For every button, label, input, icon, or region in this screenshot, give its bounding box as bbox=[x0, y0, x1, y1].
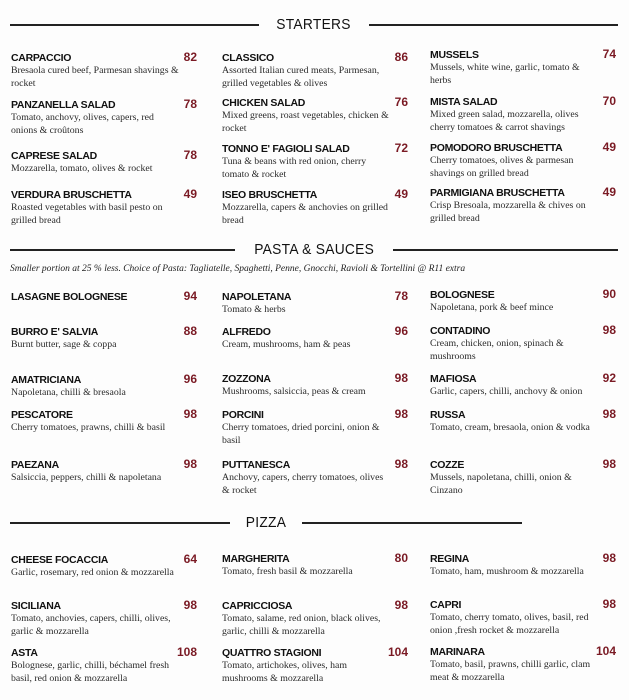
item-description: Cream, chicken, onion, spinach & mushrooms bbox=[430, 338, 564, 362]
menu-item bbox=[222, 551, 408, 579]
item-name: REGINA bbox=[430, 553, 470, 565]
item-description: Tomato, anchovy, olives, capers, red onions & croûtons bbox=[11, 112, 154, 136]
item-name: CAPRESE SALAD bbox=[11, 150, 97, 162]
item-price: 96 bbox=[394, 324, 408, 338]
item-name: RUSSA bbox=[430, 409, 466, 421]
item-description: Tomato & herbs bbox=[222, 304, 286, 315]
item-price: 49 bbox=[183, 187, 197, 201]
item-name: SICILIANA bbox=[11, 600, 61, 612]
divider-rule bbox=[10, 522, 230, 524]
divider-rule bbox=[393, 249, 618, 251]
item-price: 82 bbox=[183, 50, 197, 64]
pasta-note: Smaller portion at 25 % less. Choice of Pasta: Tagliatelle, Spaghetti, Penne, Gnocchi, Ravioli & Tortellini @ R11 extra bbox=[10, 264, 466, 274]
menu-item bbox=[430, 551, 616, 579]
section-title: PASTA & SAUCES bbox=[254, 241, 374, 258]
item-price: 49 bbox=[394, 187, 408, 201]
menu-item bbox=[11, 598, 197, 638]
item-price: 72 bbox=[394, 141, 408, 155]
item-name: CLASSICO bbox=[222, 52, 274, 64]
item-name: PUTTANESCA bbox=[222, 459, 290, 471]
item-name: ZOZZONA bbox=[222, 373, 271, 385]
menu-item bbox=[222, 289, 408, 317]
item-description: Tomato, basil, prawns, chilli garlic, clam meat & mozzarella bbox=[430, 659, 591, 683]
item-description: Tomato, ham, mushroom & mozzarella bbox=[430, 566, 584, 577]
item-price: 94 bbox=[183, 289, 197, 303]
item-description: Assorted Italian cured meats, Parmesan, grilled vegetables & olives bbox=[222, 65, 380, 89]
section-header-pasta bbox=[10, 241, 618, 258]
item-description: Garlic, rosemary, red onion & mozzarella bbox=[11, 567, 174, 578]
item-name: LASAGNE BOLOGNESE bbox=[11, 291, 128, 303]
item-name: CAPRI bbox=[430, 599, 462, 611]
menu-item bbox=[11, 552, 197, 580]
item-description: Burnt butter, sage & coppa bbox=[11, 339, 117, 350]
item-description: Mussels, white wine, garlic, tomato & herbs bbox=[430, 62, 580, 86]
item-description: Roasted vegetables with basil pesto on grilled bread bbox=[11, 202, 163, 226]
menu-item bbox=[222, 457, 408, 497]
menu-item bbox=[222, 598, 408, 638]
item-price: 98 bbox=[394, 407, 408, 421]
item-price: 98 bbox=[602, 597, 616, 611]
item-name: PAEZANA bbox=[11, 459, 59, 471]
menu-item bbox=[430, 597, 616, 637]
section-header-pizza bbox=[10, 514, 511, 531]
menu-item bbox=[11, 372, 197, 400]
item-description: Mixed greens, roast vegetables, chicken & rocket bbox=[222, 110, 389, 134]
item-name: MAFIOSA bbox=[430, 373, 477, 385]
item-description: Tomato, cherry tomato, olives, basil, red onion ,fresh rocket & mozzarella bbox=[430, 612, 589, 636]
item-price: 104 bbox=[387, 645, 408, 659]
item-price: 80 bbox=[394, 551, 408, 565]
item-price: 98 bbox=[394, 457, 408, 471]
divider-rule bbox=[10, 249, 235, 251]
item-name: BOLOGNESE bbox=[430, 289, 495, 301]
item-price: 108 bbox=[176, 645, 197, 659]
section-title: STARTERS bbox=[276, 16, 352, 33]
divider-rule bbox=[302, 522, 522, 524]
item-name: ASTA bbox=[11, 647, 38, 659]
item-price: 90 bbox=[602, 287, 616, 301]
menu-item bbox=[222, 95, 408, 135]
menu-item bbox=[430, 407, 616, 435]
item-price: 78 bbox=[183, 97, 197, 111]
menu-item bbox=[430, 140, 616, 180]
item-name: AMATRICIANA bbox=[11, 374, 81, 386]
item-description: Cherry tomatoes, dried porcini, onion & basil bbox=[222, 422, 380, 446]
item-price: 86 bbox=[394, 50, 408, 64]
item-description: Mushrooms, salsiccia, peas & cream bbox=[222, 386, 366, 397]
item-description: Bolognese, garlic, chilli, béchamel fresh basil, red onion & mozzarella bbox=[11, 660, 170, 684]
item-name: BURRO E' SALVIA bbox=[11, 326, 99, 338]
menu-item bbox=[11, 148, 197, 176]
divider-rule bbox=[369, 24, 618, 26]
item-price: 78 bbox=[394, 289, 408, 303]
menu-item bbox=[430, 323, 616, 363]
item-name: ALFREDO bbox=[222, 326, 271, 338]
menu-item bbox=[11, 407, 197, 435]
item-name: PESCATORE bbox=[11, 409, 73, 421]
item-price: 98 bbox=[183, 598, 197, 612]
item-name: CAPRICCIOSA bbox=[222, 600, 293, 612]
item-name: MISTA SALAD bbox=[430, 96, 498, 108]
item-name: QUATTRO STAGIONI bbox=[222, 647, 322, 659]
menu-item bbox=[222, 407, 408, 447]
item-name: PANZANELLA SALAD bbox=[11, 99, 116, 111]
menu-item bbox=[430, 644, 616, 684]
item-name: PARMIGIANA BRUSCHETTA bbox=[430, 187, 565, 199]
item-name: COZZE bbox=[430, 459, 465, 471]
item-price: 98 bbox=[602, 457, 616, 471]
item-price: 98 bbox=[394, 371, 408, 385]
item-name: CONTADINO bbox=[430, 325, 491, 337]
item-description: Anchovy, capers, cherry tomatoes, olives & rocket bbox=[222, 472, 384, 496]
menu-item bbox=[222, 187, 408, 227]
item-description: Cherry tomatoes, olives & parmesan shavings on grilled bread bbox=[430, 155, 574, 179]
item-description: Tomato, cream, bresaola, onion & vodka bbox=[430, 422, 590, 433]
item-price: 98 bbox=[602, 407, 616, 421]
item-description: Garlic, capers, chilli, anchovy & onion bbox=[430, 386, 583, 397]
item-description: Tomato, anchovies, capers, chilli, olives, garlic & mozzarella bbox=[11, 613, 171, 637]
item-description: Tuna & beans with red onion, cherry tomato & rocket bbox=[222, 156, 367, 180]
item-description: Napoletana, chilli & bresaola bbox=[11, 387, 126, 398]
item-price: 96 bbox=[183, 372, 197, 386]
menu-item bbox=[430, 371, 616, 399]
menu-item bbox=[222, 50, 408, 90]
item-price: 88 bbox=[183, 324, 197, 338]
menu-item bbox=[11, 289, 197, 304]
item-name: PORCINI bbox=[222, 409, 264, 421]
item-price: 92 bbox=[602, 371, 616, 385]
menu-item bbox=[11, 50, 197, 90]
item-name: MUSSELS bbox=[430, 49, 479, 61]
item-name: CARPACCIO bbox=[11, 52, 72, 64]
item-price: 49 bbox=[602, 140, 616, 154]
item-price: 70 bbox=[602, 94, 616, 108]
item-price: 98 bbox=[183, 457, 197, 471]
item-description: Salsiccia, peppers, chilli & napoletana bbox=[11, 472, 162, 483]
menu-item bbox=[222, 371, 408, 399]
item-name: MARINARA bbox=[430, 646, 485, 658]
menu-item bbox=[430, 185, 616, 225]
item-name: ISEO BRUSCHETTA bbox=[222, 189, 318, 201]
item-description: Mozzarella, tomato, olives & rocket bbox=[11, 163, 153, 174]
item-price: 98 bbox=[394, 598, 408, 612]
menu-item bbox=[11, 97, 197, 137]
item-price: 98 bbox=[183, 407, 197, 421]
item-price: 76 bbox=[394, 95, 408, 109]
section-header-starters bbox=[10, 16, 618, 33]
menu-item bbox=[11, 457, 197, 485]
item-name: POMODORO BRUSCHETTA bbox=[430, 142, 563, 154]
item-description: Tomato, artichokes, olives, ham mushrooms & mozzarella bbox=[222, 660, 348, 684]
item-price: 64 bbox=[183, 552, 197, 566]
menu-item bbox=[430, 287, 616, 315]
menu-item bbox=[11, 645, 197, 685]
item-description: Tomato, fresh basil & mozzarella bbox=[222, 566, 353, 577]
item-description: Mixed green salad, mozzarella, olives cherry tomatoes & carrot shavings bbox=[430, 109, 579, 133]
item-description: Cream, mushrooms, ham & peas bbox=[222, 339, 351, 350]
item-description: Mussels, napoletana, chilli, onion & Cinzano bbox=[430, 472, 572, 496]
item-description: Bresaola cured beef, Parmesan shavings & rocket bbox=[11, 65, 179, 89]
menu-item bbox=[11, 187, 197, 227]
item-description: Cherry tomatoes, prawns, chilli & basil bbox=[11, 422, 166, 433]
menu-item bbox=[430, 457, 616, 497]
divider-rule bbox=[10, 24, 259, 26]
menu-item bbox=[222, 645, 408, 685]
item-description: Crisp Bresoala, mozzarella & chives on grilled bread bbox=[430, 200, 586, 224]
item-description: Mozzarella, capers & anchovies on grilled bread bbox=[222, 202, 388, 226]
item-name: CHEESE FOCACCIA bbox=[11, 554, 109, 566]
item-price: 98 bbox=[602, 551, 616, 565]
menu-item bbox=[222, 324, 408, 352]
item-description: Tomato, salame, red onion, black olives, garlic, chilli & mozzarella bbox=[222, 613, 381, 637]
menu-item bbox=[430, 94, 616, 134]
item-name: TONNO E' FAGIOLI SALAD bbox=[222, 143, 350, 155]
item-name: NAPOLETANA bbox=[222, 291, 292, 303]
item-price: 104 bbox=[595, 644, 616, 658]
section-title: PIZZA bbox=[245, 514, 287, 531]
item-price: 49 bbox=[602, 185, 616, 199]
item-name: VERDURA BRUSCHETTA bbox=[11, 189, 132, 201]
item-name: CHICKEN SALAD bbox=[222, 97, 306, 109]
item-price: 98 bbox=[602, 323, 616, 337]
item-price: 74 bbox=[602, 47, 616, 61]
menu-item bbox=[430, 47, 616, 87]
item-name: MARGHERITA bbox=[222, 553, 290, 565]
item-price: 78 bbox=[183, 148, 197, 162]
menu-item bbox=[222, 141, 408, 181]
item-description: Napoletana, pork & beef mince bbox=[430, 302, 554, 313]
menu-item bbox=[11, 324, 197, 352]
